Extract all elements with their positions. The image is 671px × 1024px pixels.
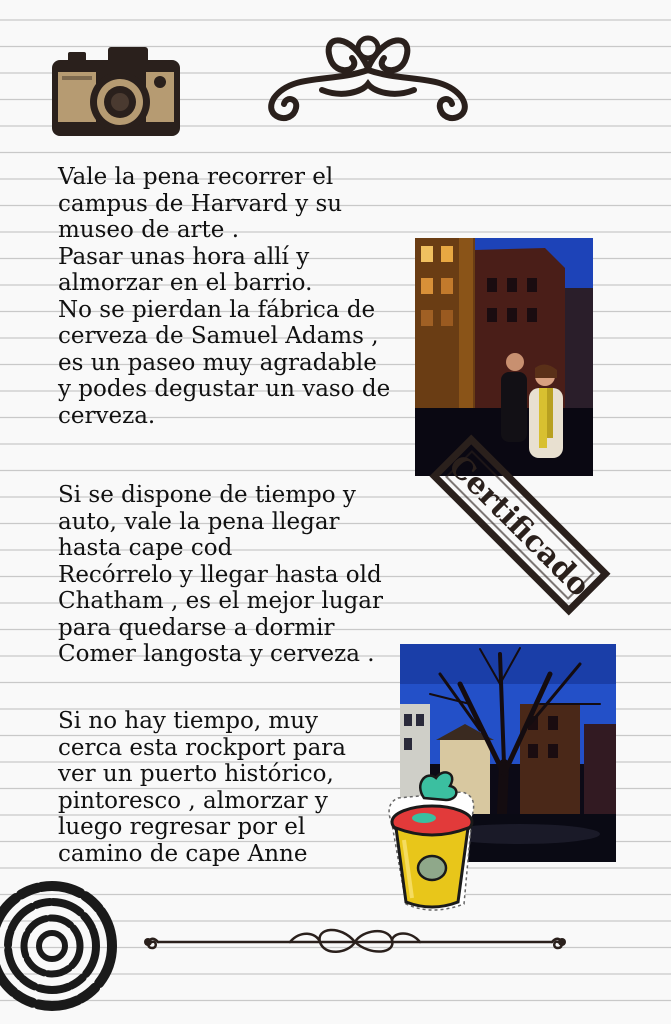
- text-line: Si se dispone de tiempo y: [58, 482, 356, 508]
- stamp-text: Certificado: [441, 448, 597, 604]
- text-line: es un paseo muy agradable: [58, 349, 377, 376]
- flourish-ornament-top: [252, 28, 484, 126]
- text-line: No se pierdan la fábrica de: [58, 296, 376, 323]
- text-line: hasta cape cod: [58, 535, 233, 561]
- text-line: auto, vale la pena llegar: [58, 508, 340, 535]
- text-line: Vale la pena recorrer el: [58, 164, 334, 190]
- text-line: Si no hay tiempo, muy: [58, 708, 319, 734]
- text-line: ver un puerto histórico,: [58, 761, 334, 787]
- text-line: Chatham , es el mejor lugar: [58, 588, 383, 614]
- text-line: y podes degustar un vaso de: [58, 376, 391, 402]
- spiral-circle-ornament: [0, 870, 130, 1020]
- text-line: museo de arte .: [58, 217, 240, 243]
- camera-icon: [48, 42, 183, 142]
- text-line: camino de cape Anne: [58, 840, 308, 867]
- coffee-cup-icon: [384, 764, 480, 916]
- text-line: luego regresar por el: [58, 814, 306, 840]
- text-line: cerca esta rockport para: [58, 734, 346, 761]
- paragraph-harvard: [58, 164, 390, 429]
- text-line: para quedarse a dormir: [58, 614, 335, 641]
- text-line: pintoresco , almorzar y: [58, 787, 328, 814]
- text-line: campus de Harvard y su: [58, 190, 343, 217]
- text-line: Pasar unas hora allí y: [58, 243, 310, 270]
- flourish-divider-bottom: [140, 918, 570, 962]
- text-line: cerveza de Samuel Adams ,: [58, 323, 379, 349]
- text-line: Comer langosta y cerveza .: [58, 641, 375, 667]
- paragraph-cape-cod: [58, 482, 383, 668]
- certificado-stamp: [420, 425, 620, 625]
- text-line: almorzar en el barrio.: [58, 270, 313, 296]
- text-line: cerveza.: [58, 402, 156, 429]
- text-line: Recórrelo y llegar hasta old: [58, 561, 382, 588]
- paragraph-rockport: [58, 708, 346, 867]
